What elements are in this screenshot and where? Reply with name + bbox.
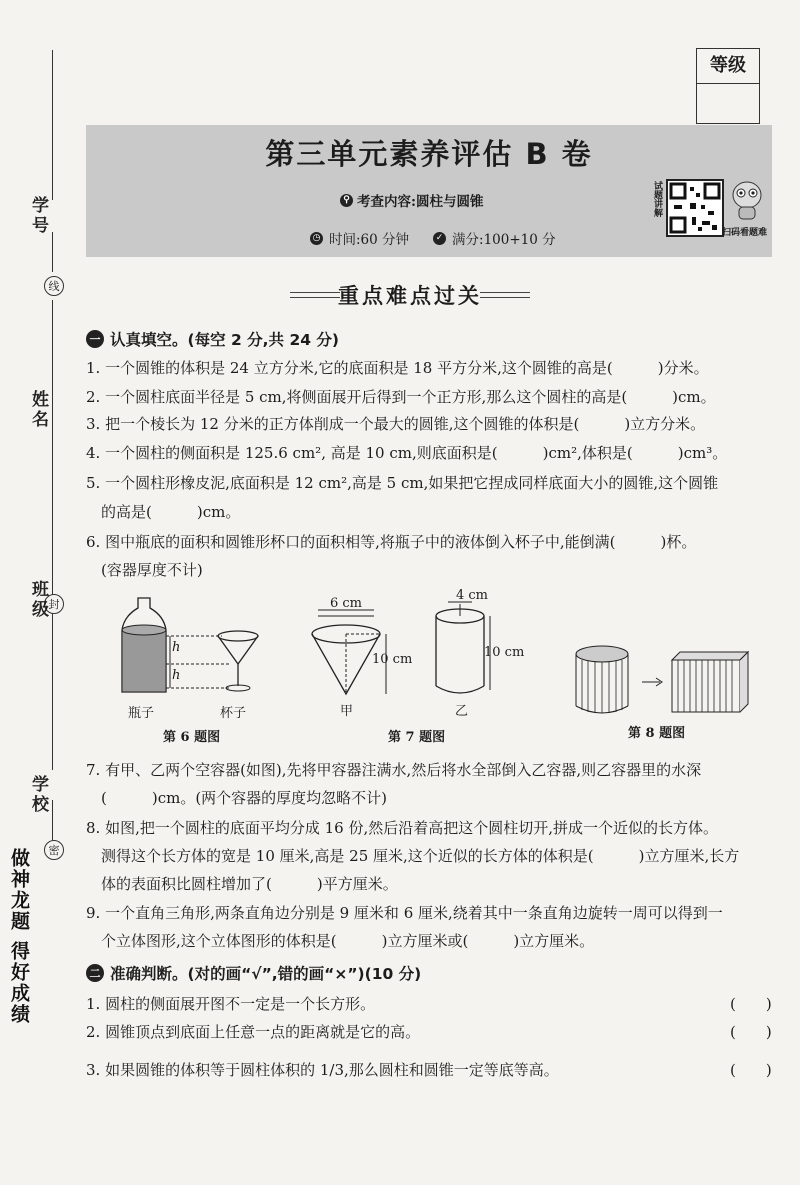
part2-badge: 二 xyxy=(86,964,104,982)
question-5: 5. 一个圆柱形橡皮泥,底面积是 12 cm²,高是 5 cm,如果把它捏成同样底面大小的圆锥,这个圆锥 xyxy=(86,474,719,492)
question-1: 1. 一个圆锥的体积是 24 立方分米,它的底面积是 18 平方分米,这个圆锥的高是( )分米。 xyxy=(86,359,709,377)
part2-heading xyxy=(86,962,421,984)
brand-slogan: 做神龙题 得好成绩 xyxy=(8,848,30,1025)
binding-line xyxy=(52,232,53,272)
check-icon: ✓ xyxy=(433,232,446,245)
mascot-icon xyxy=(730,179,764,221)
fig7-jia-diameter: 6 cm xyxy=(330,596,363,611)
judge-3-answer[interactable]: ( ) xyxy=(730,1061,772,1079)
page-title: 第三单元素养评估 B 卷 xyxy=(265,137,593,171)
section-title: 重点难点过关 xyxy=(338,284,482,308)
judge-1: 1. 圆柱的侧面展开图不一定是一个长方形。 xyxy=(86,995,376,1013)
part1-heading-text: 认真填空。(每空 2 分,共 24 分) xyxy=(110,331,339,349)
time-text: 时间:60 分钟 xyxy=(329,232,410,248)
qr-side-text: 试题讲解 xyxy=(652,181,662,217)
grade-label: 等级 xyxy=(697,49,759,84)
binding-line xyxy=(52,50,53,200)
class-label: 班级 xyxy=(28,580,48,620)
qr-code-icon[interactable] xyxy=(666,179,724,237)
fig7-yi-diameter: 4 cm xyxy=(456,588,489,603)
scan-text: 扫码看题难 xyxy=(722,228,768,238)
fig7-jia-height: 10 cm xyxy=(372,652,413,667)
fig7-yi-height: 10 cm xyxy=(484,645,525,660)
fig6-h-label: h xyxy=(172,640,181,655)
figure-6 xyxy=(110,588,280,708)
question-2: 2. 一个圆柱底面半径是 5 cm,将侧面展开后得到一个正方形,那么这个圆柱的高是( )cm。 xyxy=(86,388,716,406)
clock-icon: ◷ xyxy=(310,232,323,245)
judge-2: 2. 圆锥顶点到底面上任意一点的距离就是它的高。 xyxy=(86,1023,421,1041)
fig7-yi-label: 乙 xyxy=(455,704,469,719)
score-text: 满分:100+10 分 xyxy=(452,232,556,248)
binding-line xyxy=(52,300,53,770)
content-line xyxy=(340,190,483,210)
question-8-cont2: 体的表面积比圆柱增加了( )平方厘米。 xyxy=(86,875,398,893)
fig6-caption: 第 6 题图 xyxy=(163,730,221,745)
part2-heading-text: 准确判断。(对的画“√”,错的画“×”)(10 分) xyxy=(110,965,422,983)
part1-badge: 一 xyxy=(86,330,104,348)
fig6-cup-label: 杯子 xyxy=(220,706,247,721)
question-8-cont: 测得这个长方体的宽是 10 厘米,高是 25 厘米,这个近似的长方体的体积是( )立方厘米,长方 xyxy=(86,847,740,865)
part1-heading xyxy=(86,328,339,350)
question-3: 3. 把一个棱长为 12 分米的正方体削成一个最大的圆锥,这个圆锥的体积是( )立方分米。 xyxy=(86,415,706,433)
question-9: 9. 一个直角三角形,两条直角边分别是 9 厘米和 6 厘米,绕着其中一条直角边旋转一周可以得到一 xyxy=(86,904,723,922)
question-7: 7. 有甲、乙两个空容器(如图),先将甲容器注满水,然后将水全部倒入乙容器,则乙容器里的水深 xyxy=(86,761,702,779)
judge-3: 3. 如果圆锥的体积等于圆柱体积的 1/3,那么圆柱和圆锥一定等底等高。 xyxy=(86,1061,559,1079)
judge-2-answer[interactable]: ( ) xyxy=(730,1023,772,1041)
figure-8 xyxy=(572,640,772,720)
fig8-caption: 第 8 题图 xyxy=(628,726,686,741)
seal-mark-seal: 封 xyxy=(44,594,64,614)
time-score-line xyxy=(310,228,556,248)
question-5-cont: 的高是( )cm。 xyxy=(86,503,241,521)
question-9-cont: 个立体图形,这个立体图形的体积是( )立方厘米或( )立方厘米。 xyxy=(86,932,595,950)
school-no-label: 学号 xyxy=(28,196,48,236)
search-icon: ⚲ xyxy=(340,194,353,207)
school-label: 学校 xyxy=(28,775,48,815)
fig7-jia-label: 甲 xyxy=(340,704,354,719)
question-4: 4. 一个圆柱的侧面积是 125.6 cm², 高是 10 cm,则底面积是( )cm²,体积是( )cm³。 xyxy=(86,444,728,462)
question-6: 6. 图中瓶底的面积和圆锥形杯口的面积相等,将瓶子中的液体倒入杯子中,能倒满( )杯。 xyxy=(86,533,697,551)
fig7-caption: 第 7 题图 xyxy=(388,730,446,745)
qr-area xyxy=(652,175,772,241)
grade-box xyxy=(696,48,760,124)
name-label: 姓名 xyxy=(28,390,48,430)
content-text: 考查内容:圆柱与圆锥 xyxy=(357,194,484,210)
binding-line xyxy=(52,800,53,840)
fig6-bottle-label: 瓶子 xyxy=(128,706,155,721)
seal-mark-secret: 密 xyxy=(44,840,64,860)
question-8: 8. 如图,把一个圆柱的底面平均分成 16 份,然后沿着高把这个圆柱切开,拼成一个近似的长方体。 xyxy=(86,819,719,837)
judge-1-answer[interactable]: ( ) xyxy=(730,995,772,1013)
question-6-cont: (容器厚度不计) xyxy=(86,561,203,579)
fig6-h-label: h xyxy=(172,668,181,683)
seal-mark-line: 线 xyxy=(44,276,64,296)
question-7-cont: ( )cm。(两个容器的厚度均忽略不计) xyxy=(86,789,388,807)
